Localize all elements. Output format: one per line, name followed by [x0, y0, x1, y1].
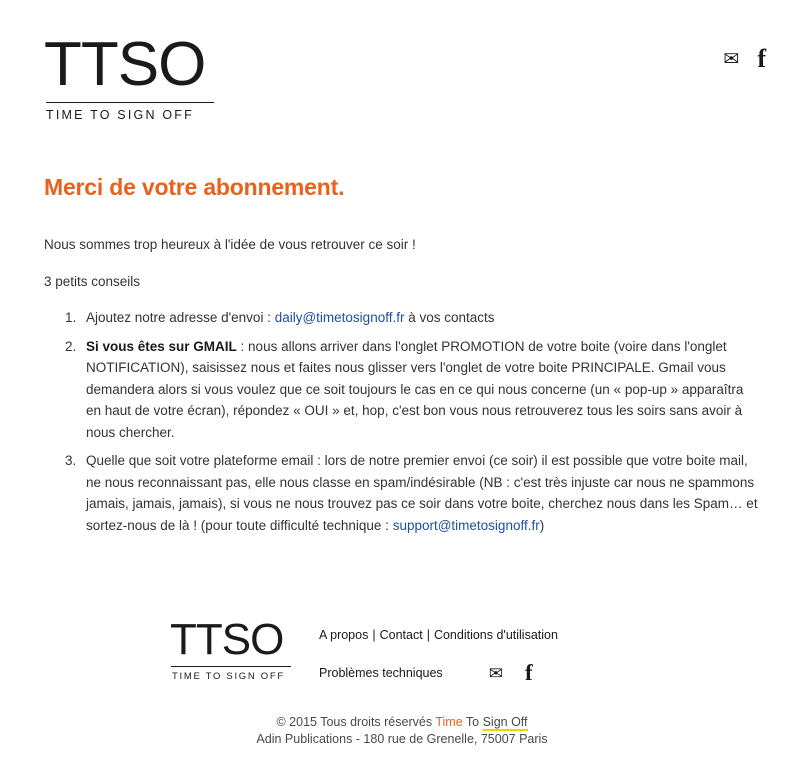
header-logo[interactable]: [44, 30, 214, 122]
site-footer: [0, 615, 804, 748]
footer-separator-2: |: [426, 628, 430, 642]
brand-time: Time: [435, 715, 463, 729]
footer-link-apropos[interactable]: A propos: [319, 628, 369, 642]
copyright-block: [0, 714, 804, 748]
facebook-icon[interactable]: f: [757, 44, 766, 73]
footer-logo-wordmark: TTSO: [170, 615, 284, 664]
header-social-links: [723, 46, 766, 72]
intro-paragraph: Nous sommes trop heureux à l'idée de vous retrouver ce soir !: [44, 237, 416, 252]
footer-nav: [319, 618, 558, 686]
list-item: [80, 450, 760, 536]
footer-logo-divider: [171, 666, 291, 667]
copyright-line: [0, 714, 804, 731]
advice-3-pre: Quelle que soit votre plateforme email : lors de notre premier envoi (ce soir) il est possible que votre boite mail, ne nous reconnaissant pas, elle nous classe en spam/indésirable (NB : c'est très injuste car nous ne spammons jamais, jamais, jamais), si vous ne nous trouvez pas ce soir dans votre boite, cherchez nous dans les Spam… et sortez-nous de là ! (pour toute difficulté technique :: [86, 453, 758, 533]
advice-1-post: à vos contacts: [404, 310, 495, 325]
footer-link-contact[interactable]: Contact: [379, 628, 423, 642]
site-header: [0, 0, 804, 140]
header-logo-wordmark: TTSO: [44, 30, 206, 99]
footer-nav-row-1: [319, 628, 558, 642]
advice-3-post: ): [539, 517, 545, 533]
advice-2-strong: Si vous êtes sur GMAIL: [86, 338, 237, 354]
advice-list: [44, 307, 760, 536]
footer-nav-row-2: [319, 660, 558, 686]
mail-icon[interactable]: ✉: [488, 663, 503, 683]
list-item: [80, 336, 760, 444]
footer-link-conditions[interactable]: Conditions d'utilisation: [433, 628, 558, 642]
footer-link-problemes-techniques[interactable]: Problèmes techniques: [319, 666, 443, 680]
footer-top-row: [0, 615, 804, 686]
daily-email-link[interactable]: daily@timetosignoff.fr: [274, 310, 405, 325]
list-item: [80, 307, 760, 329]
brand-to: To: [462, 715, 483, 729]
advice-heading: 3 petits conseils: [44, 274, 141, 289]
header-logo-tagline: TIME TO SIGN OFF: [46, 108, 194, 122]
copyright-prefix: © 2015 Tous droits réservés: [276, 715, 436, 729]
page-title: Merci de votre abonnement.: [44, 174, 345, 200]
brand-sign-off: Sign Off: [482, 715, 528, 729]
mail-icon[interactable]: ✉: [723, 48, 740, 70]
advice-2-text: : nous allons arriver dans l'onglet PROMOTION de votre boite (voire dans l'onglet NOTIFICATION), saisissez nous et faites nous glisser vers l'onglet de votre boite PRINCIPALE. Gmail vous demandera alors si vous voulez que ce soit toujours le cas en ce qui nous concerne (un « pop-up » apparaîtra en haut de votre écran), répondez « OUI » et, hop, c'est bon vous nous retrouverez tous les soirs sans avoir à nous chercher.: [86, 338, 744, 440]
header-logo-divider: [46, 102, 214, 103]
footer-logo-tagline: TIME TO SIGN OFF: [172, 671, 285, 682]
publisher-address: Adin Publications - 180 rue de Grenelle, 75007 Paris: [256, 732, 548, 746]
footer-logo[interactable]: [170, 615, 291, 682]
advice-1-pre: Ajoutez notre adresse d'envoi :: [86, 310, 275, 325]
facebook-icon[interactable]: f: [524, 660, 533, 685]
main-content: [0, 174, 804, 536]
footer-separator-1: |: [372, 628, 376, 642]
support-email-link[interactable]: support@timetosignoff.fr: [392, 517, 540, 533]
